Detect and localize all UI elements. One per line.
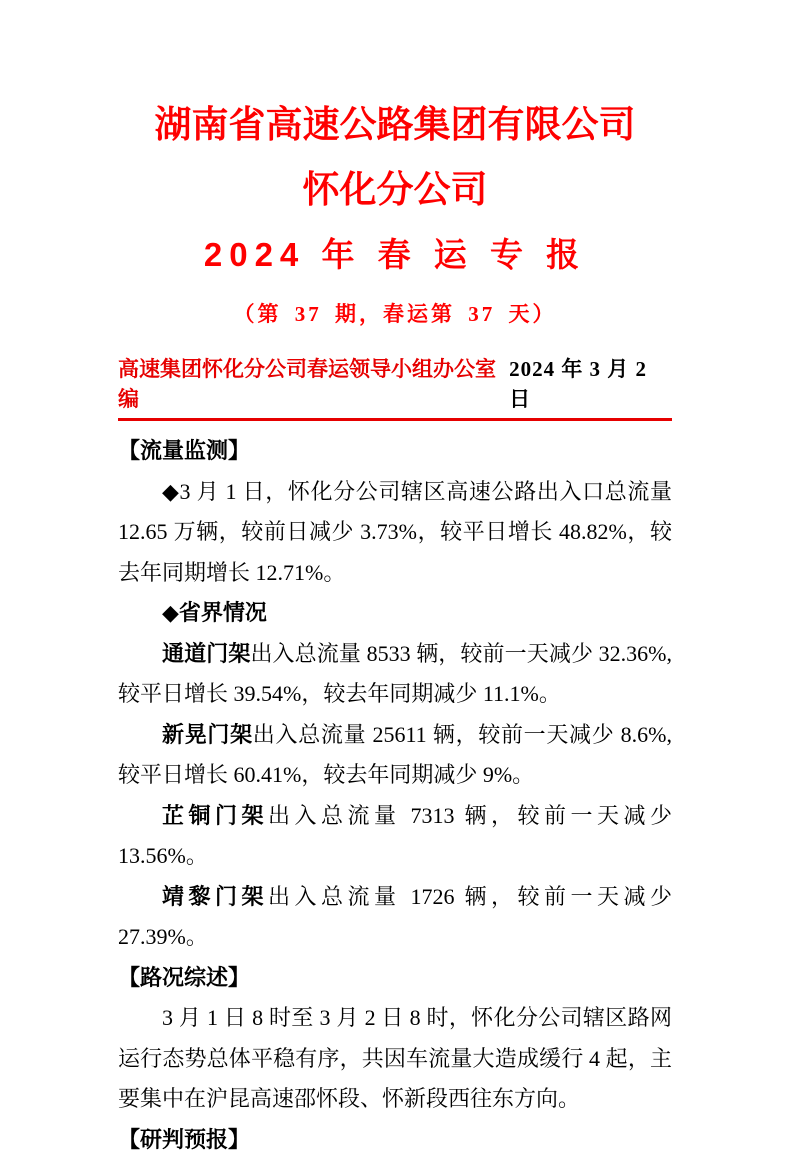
document-subtitle: （第 37 期，春运第 37 天）	[118, 301, 672, 327]
gantry-name: 新晃门架	[162, 722, 253, 747]
provincial-border-subheading: ◆省界情况	[118, 593, 672, 634]
gantry-stats: 出入总流量 25611 辆，较前一天减少 8.6%,较平日增长 60.41%，较去年同期减少 9%。	[118, 722, 672, 788]
gantry-paragraph-zhitong	[118, 796, 672, 877]
masthead-editor-line	[118, 353, 672, 421]
editor-label: 高速集团怀化分公司春运领导小组办公室编	[118, 353, 509, 413]
document-title-line3: 2024 年 春 运 专 报	[118, 236, 672, 273]
gantry-stats: 出入总流量 7313 辆，较前一天减少 13.56%。	[118, 803, 672, 869]
gantry-paragraph-tongdao	[118, 634, 672, 715]
gantry-paragraph-jingli	[118, 877, 672, 958]
gantry-stats: 出入总流量 1726 辆，较前一天减少 27.39%。	[118, 884, 672, 950]
section-heading-flow-monitoring: 【流量监测】	[118, 431, 672, 472]
gantry-name: 芷铜门架	[162, 803, 268, 828]
gantry-stats: 出入总流量 8533 辆，较前一天减少 32.36%,较平日增长 39.54%，较去年同期减少 11.1%。	[118, 641, 672, 707]
section-heading-forecast: 【研判预报】	[118, 1120, 672, 1160]
gantry-paragraph-xinhuang	[118, 715, 672, 796]
road-conditions-paragraph: 3 月 1 日 8 时至 3 月 2 日 8 时，怀化分公司辖区路网运行态势总体平稳有序，共因车流量大造成缓行 4 起，主要集中在沪昆高速邵怀段、怀新段西往东方向。	[118, 998, 672, 1120]
flow-summary-paragraph: ◆3 月 1 日，怀化分公司辖区高速公路出入口总流量 12.65 万辆，较前日减少 3.73%，较平日增长 48.82%，较去年同期增长 12.71%。	[118, 472, 672, 594]
report-body	[118, 431, 672, 1160]
document-title-line1: 湖南省高速公路集团有限公司	[118, 104, 672, 145]
issue-date: 2024 年 3 月 2 日	[509, 353, 672, 413]
gantry-name: 通道门架	[162, 641, 250, 666]
section-heading-road-conditions: 【路况综述】	[118, 958, 672, 999]
gantry-name: 靖黎门架	[162, 884, 268, 909]
document-title-line2: 怀化分公司	[118, 169, 672, 210]
